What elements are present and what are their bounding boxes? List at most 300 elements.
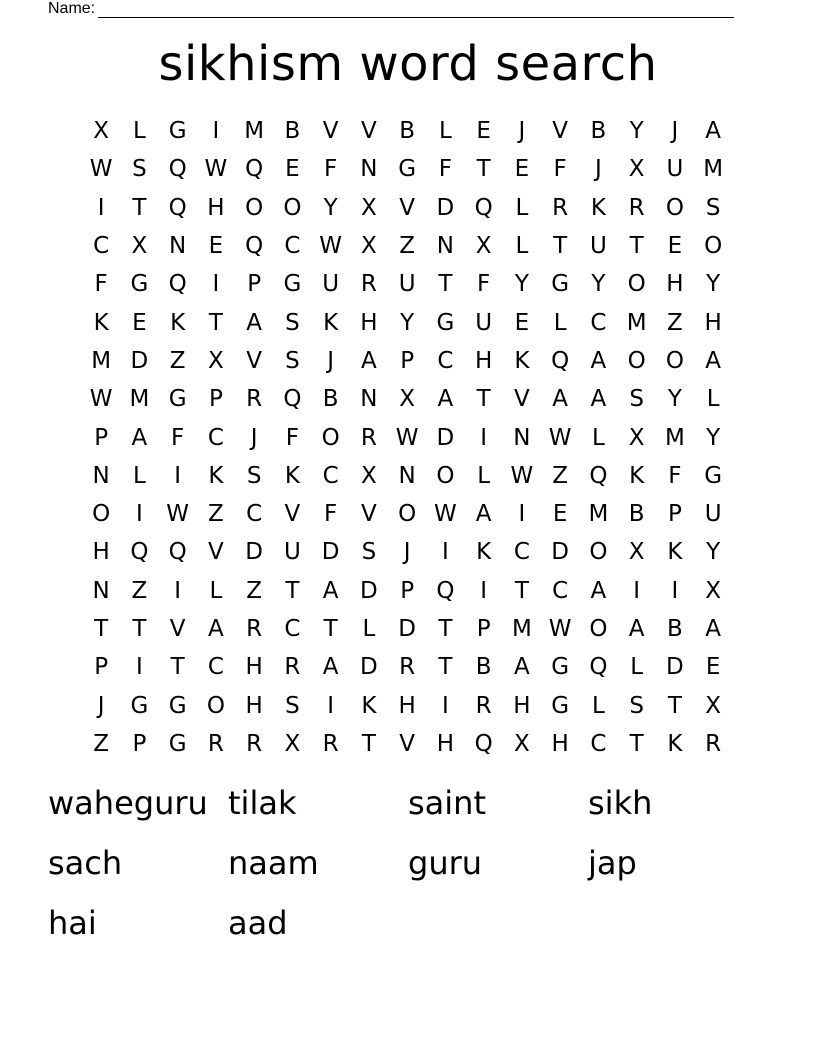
grid-letter: X <box>207 347 224 374</box>
grid-letter: Q <box>245 233 264 260</box>
grid-letter: V <box>322 118 339 145</box>
grid-letter: X <box>628 156 645 183</box>
grid-letter: L <box>132 118 146 145</box>
grid-letter: R <box>399 654 416 681</box>
grid-letter: Y <box>706 271 721 298</box>
grid-letter: R <box>246 730 263 757</box>
grid-letter: O <box>589 616 608 642</box>
grid-letter: L <box>591 424 605 451</box>
grid-letter: D <box>130 347 149 374</box>
grid-letter: P <box>400 347 415 374</box>
grid-letter: T <box>514 577 529 604</box>
grid-letter: B <box>322 386 339 413</box>
grid-letter: K <box>667 730 683 757</box>
grid-letter: I <box>327 692 335 719</box>
grid-letter: C <box>552 577 569 604</box>
grid-letter: F <box>477 271 491 298</box>
grid-letter: E <box>208 233 224 260</box>
grid-letter: M <box>588 501 609 528</box>
grid-letter: O <box>283 194 302 221</box>
word-list-item: aad <box>228 904 288 942</box>
grid-letter: Q <box>551 347 570 374</box>
grid-letter: P <box>400 577 415 604</box>
grid-letter: E <box>705 654 721 681</box>
grid-letter: Q <box>245 156 264 183</box>
grid-letter: K <box>476 539 492 566</box>
grid-letter: T <box>94 616 109 642</box>
grid-letter: O <box>627 271 646 298</box>
grid-letter: F <box>668 462 682 489</box>
grid-letter: F <box>94 271 108 298</box>
grid-letter: T <box>208 309 223 336</box>
grid-letter: K <box>667 539 683 566</box>
grid-letter: K <box>93 309 109 336</box>
grid-letter: P <box>247 271 262 298</box>
grid-letter: R <box>360 271 377 298</box>
grid-letter: I <box>174 577 182 604</box>
grid-letter: E <box>514 309 530 336</box>
grid-letter: D <box>321 539 340 566</box>
grid-letter: S <box>246 462 262 489</box>
grid-letter: T <box>476 386 491 413</box>
grid-letter: C <box>207 424 224 451</box>
grid-letter: F <box>285 424 299 451</box>
grid-letter: I <box>135 654 143 681</box>
grid-letter: J <box>97 692 105 719</box>
grid-letter: C <box>207 654 224 681</box>
grid-letter: H <box>398 692 416 719</box>
grid-letter: Q <box>474 194 493 221</box>
grid-letter: N <box>513 424 531 451</box>
grid-letter: O <box>92 501 111 528</box>
grid-letter: V <box>361 118 377 145</box>
grid-letter: O <box>665 347 684 374</box>
grid-letter: Y <box>400 309 415 336</box>
grid-letter: L <box>553 309 567 336</box>
word-list-item: saint <box>408 784 486 822</box>
grid-letter: R <box>246 616 263 642</box>
grid-letter: L <box>209 577 223 604</box>
grid-letter: P <box>476 616 491 642</box>
grid-letter: U <box>475 309 493 336</box>
grid-letter: G <box>168 692 187 719</box>
grid-letter: G <box>168 386 187 413</box>
grid-letter: W <box>204 156 228 183</box>
grid-letter: H <box>245 654 263 681</box>
grid-letter: U <box>322 271 340 298</box>
name-blank-line <box>98 2 734 18</box>
grid-letter: T <box>132 194 147 221</box>
grid-letter: H <box>92 539 110 566</box>
grid-letter: A <box>628 616 645 642</box>
grid-letter: R <box>284 654 301 681</box>
grid-letter: L <box>438 118 452 145</box>
grid-letter: Q <box>168 271 187 298</box>
grid-letter: V <box>514 386 530 413</box>
grid-letter: D <box>436 194 455 221</box>
grid-letter: I <box>518 501 526 528</box>
grid-letter: T <box>438 271 453 298</box>
word-list-item: sach <box>48 844 123 882</box>
grid-letter: G <box>168 118 187 145</box>
grid-letter: M <box>626 309 647 336</box>
grid-letter: Q <box>130 539 149 566</box>
grid-letter: R <box>322 730 339 757</box>
grid-letter: V <box>169 616 186 642</box>
word-list-item: jap <box>588 844 637 882</box>
grid-letter: A <box>322 654 339 681</box>
grid-letter: B <box>590 118 607 145</box>
grid-letter: I <box>97 194 105 221</box>
grid-letter: A <box>705 118 721 145</box>
grid-letter: T <box>323 616 338 642</box>
grid-letter: A <box>322 577 339 604</box>
grid-letter: Q <box>283 386 302 413</box>
word-list-item: waheguru <box>48 784 208 822</box>
grid-letter: S <box>132 156 147 183</box>
grid-letter: F <box>438 156 452 183</box>
grid-letter: M <box>244 118 265 145</box>
grid-letter: P <box>667 501 682 528</box>
grid-letter: Q <box>589 654 608 681</box>
grid-letter: C <box>590 309 607 336</box>
grid-letter: H <box>513 692 531 719</box>
grid-letter: R <box>475 692 492 719</box>
grid-letter: U <box>283 539 301 566</box>
grid-letter: R <box>246 386 263 413</box>
grid-letter: S <box>705 194 721 221</box>
grid-letter: B <box>666 616 683 642</box>
grid-letter: E <box>514 156 530 183</box>
grid-letter: A <box>590 577 607 604</box>
grid-letter: S <box>285 309 300 336</box>
grid-letter: I <box>212 271 220 298</box>
grid-letter: W <box>434 501 457 528</box>
grid-letter: G <box>551 271 570 298</box>
grid-letter: N <box>360 386 378 413</box>
grid-letter: Y <box>706 424 721 451</box>
grid-letter: K <box>514 347 530 374</box>
grid-letter: Q <box>168 194 187 221</box>
grid-letter: O <box>589 539 608 566</box>
grid-letter: O <box>627 347 646 374</box>
grid-letter: X <box>705 692 721 719</box>
grid-letter: N <box>436 233 454 260</box>
grid-letter: C <box>284 233 301 260</box>
grid-letter: M <box>91 347 112 374</box>
grid-letter: L <box>132 462 146 489</box>
grid-letter: P <box>132 730 147 757</box>
grid-letter: X <box>628 539 645 566</box>
grid-letter: V <box>399 194 415 221</box>
grid-letter: W <box>319 233 342 260</box>
grid-letter: A <box>246 309 262 336</box>
grid-letter: Z <box>207 501 224 528</box>
grid-letter: F <box>171 424 185 451</box>
word-list-item: sikh <box>588 784 653 822</box>
grid-letter: T <box>285 577 300 604</box>
grid-letter: M <box>703 156 724 183</box>
grid-letter: I <box>671 577 679 604</box>
grid-letter: M <box>129 386 150 413</box>
grid-letter: H <box>551 730 569 757</box>
grid-letter: G <box>283 271 302 298</box>
grid-letter: E <box>476 118 491 145</box>
grid-letter: X <box>475 233 492 260</box>
grid-letter: V <box>399 730 415 757</box>
grid-letter: K <box>208 462 224 489</box>
grid-letter: F <box>324 501 338 528</box>
grid-letter: O <box>665 194 684 221</box>
grid-letter: Z <box>399 233 415 260</box>
grid-letter: X <box>513 730 530 757</box>
grid-letter: X <box>284 730 301 757</box>
grid-letter: N <box>92 462 110 489</box>
grid-letter: A <box>705 616 721 642</box>
grid-letter: G <box>130 692 149 719</box>
grid-letter: V <box>208 539 224 566</box>
grid-letter: E <box>667 233 683 260</box>
grid-letter: L <box>362 616 376 642</box>
grid-letter: M <box>511 616 532 642</box>
grid-letter: W <box>395 424 419 451</box>
grid-letter: O <box>436 462 455 489</box>
grid-letter: V <box>284 501 301 528</box>
grid-letter: S <box>361 539 377 566</box>
grid-letter: H <box>360 309 378 336</box>
grid-letter: O <box>321 424 340 451</box>
grid-letter: T <box>667 692 682 719</box>
grid-letter: B <box>475 654 492 681</box>
word-list <box>48 779 768 959</box>
grid-letter: V <box>246 347 262 374</box>
grid-letter: X <box>705 577 721 604</box>
grid-letter: Z <box>552 462 568 489</box>
grid-letter: A <box>590 386 607 413</box>
grid-letter: T <box>438 616 453 642</box>
grid-letter: H <box>704 309 722 336</box>
grid-letter: R <box>705 730 722 757</box>
grid-letter: M <box>664 424 685 451</box>
letter-grid <box>82 112 732 763</box>
grid-letter: S <box>629 386 644 413</box>
grid-letter: J <box>250 424 258 451</box>
grid-letter: R <box>552 194 569 221</box>
grid-letter: A <box>131 424 148 451</box>
grid-letter: X <box>360 194 377 221</box>
grid-letter: C <box>513 539 530 566</box>
grid-letter: I <box>480 424 488 451</box>
grid-letter: T <box>629 730 644 757</box>
grid-letter: Y <box>629 118 644 145</box>
grid-letter: Q <box>474 730 493 757</box>
grid-letter: C <box>322 462 339 489</box>
grid-letter: U <box>704 501 722 528</box>
grid-letter: X <box>399 386 415 413</box>
grid-letter: T <box>361 730 376 757</box>
grid-letter: T <box>132 616 147 642</box>
grid-letter: P <box>94 424 109 451</box>
grid-letter: C <box>246 501 263 528</box>
grid-letter: H <box>474 347 493 374</box>
grid-letter: L <box>706 386 720 413</box>
grid-letter: L <box>515 194 529 221</box>
word-list-item: naam <box>228 844 319 882</box>
grid-letter: C <box>437 347 454 374</box>
grid-letter: E <box>132 309 147 336</box>
grid-letter: D <box>360 654 378 681</box>
grid-letter: A <box>208 616 224 642</box>
grid-letter: G <box>398 156 417 183</box>
grid-letter: I <box>633 577 641 604</box>
grid-letter: T <box>476 156 491 183</box>
grid-letter: R <box>207 730 224 757</box>
word-list-item: tilak <box>228 784 297 822</box>
grid-letter: Q <box>436 577 455 604</box>
grid-letter: O <box>398 501 417 528</box>
grid-letter: V <box>552 118 568 145</box>
grid-letter: O <box>704 233 723 260</box>
grid-letter: S <box>285 347 300 374</box>
grid-letter: P <box>208 386 223 413</box>
grid-letter: X <box>131 233 148 260</box>
grid-letter: U <box>666 156 684 183</box>
grid-letter: A <box>705 347 721 374</box>
grid-letter: Q <box>589 462 608 489</box>
grid-letter: D <box>245 539 263 566</box>
grid-letter: Y <box>667 386 682 413</box>
grid-letter: X <box>93 118 109 145</box>
grid-letter: D <box>666 654 684 681</box>
grid-letter: I <box>480 577 488 604</box>
grid-letter: K <box>590 194 606 221</box>
grid-letter: D <box>360 577 378 604</box>
grid-letter: F <box>324 156 338 183</box>
grid-letter: J <box>327 347 335 374</box>
grid-letter: Z <box>131 577 148 604</box>
grid-letter: B <box>284 118 301 145</box>
word-list-item: hai <box>48 904 97 942</box>
grid-letter: Y <box>591 271 606 298</box>
grid-letter: I <box>135 501 143 528</box>
grid-letter: P <box>94 654 109 681</box>
grid-letter: D <box>551 539 569 566</box>
grid-letter: S <box>629 692 644 719</box>
grid-letter: U <box>398 271 416 298</box>
grid-letter: G <box>551 654 570 681</box>
grid-letter: N <box>92 577 110 604</box>
page-title: sikhism word search <box>158 36 658 92</box>
grid-letter: W <box>89 386 113 413</box>
grid-letter: C <box>590 730 607 757</box>
grid-letter: I <box>441 692 449 719</box>
grid-letter: L <box>515 233 529 260</box>
grid-letter: A <box>514 654 530 681</box>
grid-letter: J <box>518 118 526 145</box>
grid-letter: J <box>403 539 411 566</box>
grid-letter: O <box>206 692 225 719</box>
grid-letter: N <box>360 156 378 183</box>
grid-letter: F <box>553 156 567 183</box>
grid-letter: D <box>398 616 416 642</box>
grid-letter: E <box>552 501 568 528</box>
grid-letter: G <box>551 692 570 719</box>
grid-letter: S <box>285 692 300 719</box>
grid-letter: D <box>436 424 455 451</box>
grid-letter: Y <box>323 194 338 221</box>
grid-letter: Z <box>246 577 262 604</box>
grid-letter: J <box>594 156 602 183</box>
grid-letter: Z <box>93 730 109 757</box>
grid-letter: I <box>441 539 449 566</box>
name-field <box>48 0 734 18</box>
grid-letter: G <box>436 309 455 336</box>
grid-letter: Z <box>169 347 186 374</box>
grid-letter: T <box>438 654 453 681</box>
grid-letter: V <box>361 501 377 528</box>
grid-letter: A <box>552 386 568 413</box>
grid-letter: K <box>284 462 300 489</box>
grid-letter: A <box>475 501 492 528</box>
grid-letter: K <box>629 462 645 489</box>
grid-letter: A <box>437 386 454 413</box>
grid-letter: G <box>130 271 149 298</box>
grid-letter: K <box>323 309 339 336</box>
grid-letter: X <box>360 233 377 260</box>
grid-letter: A <box>590 347 607 374</box>
grid-letter: L <box>477 462 491 489</box>
grid-letter: W <box>548 424 572 451</box>
grid-letter: H <box>436 730 455 757</box>
grid-letter: N <box>398 462 416 489</box>
grid-letter: L <box>591 692 605 719</box>
grid-letter: O <box>245 194 264 221</box>
grid-letter: B <box>399 118 416 145</box>
grid-letter: R <box>360 424 377 451</box>
grid-letter: N <box>169 233 187 260</box>
grid-letter: K <box>170 309 186 336</box>
name-label: Name: <box>48 0 96 17</box>
grid-letter: A <box>361 347 377 374</box>
grid-letter: T <box>553 233 568 260</box>
grid-letter: Q <box>168 539 187 566</box>
grid-letter: X <box>360 462 377 489</box>
grid-letter: K <box>361 692 377 719</box>
grid-letter: I <box>212 118 220 145</box>
grid-letter: J <box>671 118 679 145</box>
grid-letter: Q <box>168 156 187 183</box>
grid-letter: U <box>589 233 607 260</box>
grid-letter: W <box>166 501 189 528</box>
grid-letter: X <box>628 424 645 451</box>
grid-letter: Z <box>666 309 683 336</box>
grid-letter: E <box>285 156 300 183</box>
grid-letter: G <box>704 462 723 489</box>
grid-letter: B <box>628 501 645 528</box>
grid-letter: H <box>666 271 684 298</box>
grid-letter: T <box>170 654 185 681</box>
grid-letter: H <box>207 194 225 221</box>
grid-letter: I <box>174 462 182 489</box>
grid-letter: L <box>630 654 644 681</box>
grid-letter: C <box>284 616 301 642</box>
grid-letter: T <box>629 233 644 260</box>
grid-letter: Y <box>706 539 721 566</box>
grid-letter: W <box>548 616 572 642</box>
word-list-item: guru <box>408 844 483 882</box>
grid-letter: W <box>89 156 113 183</box>
grid-letter: G <box>168 730 187 757</box>
